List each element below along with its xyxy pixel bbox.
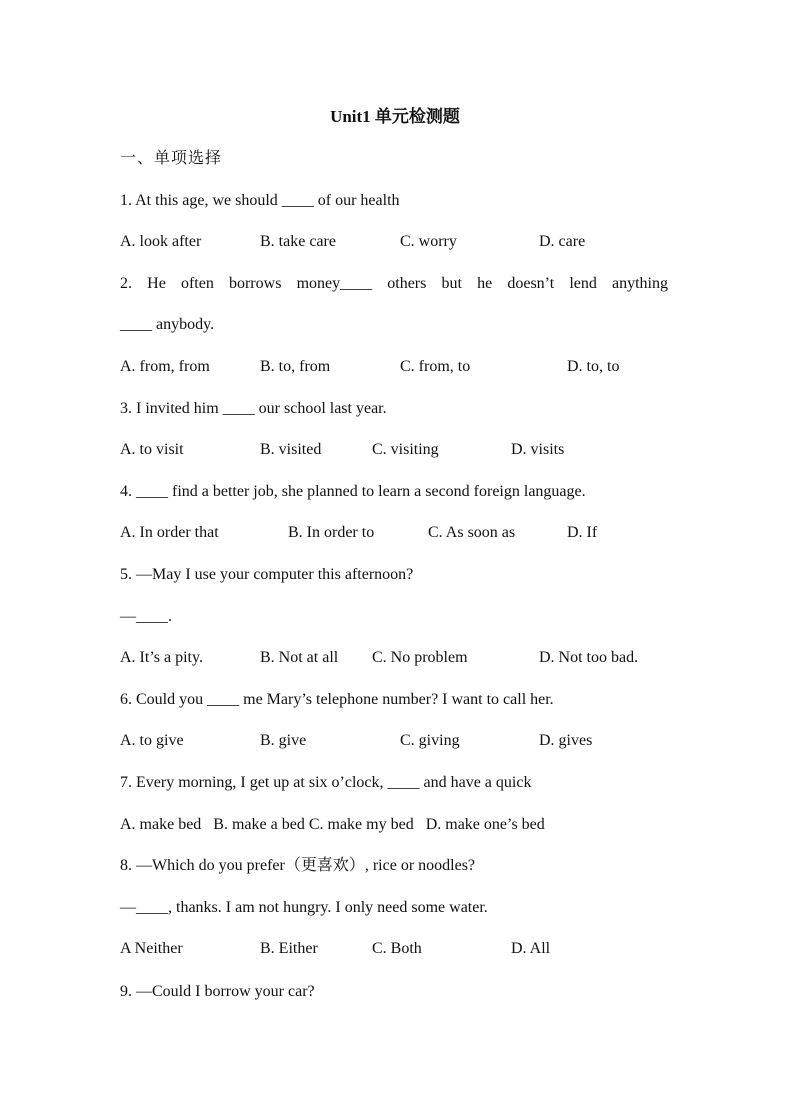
question-3-option-d: D. visits (511, 441, 565, 458)
question-7-stem: 7. Every morning, I get up at six o’clock, ____ and have a quick (120, 774, 532, 791)
question-1-stem: 1. At this age, we should ____ of our health (120, 192, 400, 209)
question-5-option-a: A. It’s a pity. (120, 649, 203, 666)
question-2-stem: 2. He often borrows money____ others but he doesn’t lend anything (120, 275, 668, 292)
question-8-option-a: A Neither (120, 940, 183, 957)
question-6-stem: 6. Could you ____ me Mary’s telephone number? I want to call her. (120, 691, 554, 708)
question-1-option-d: D. care (539, 233, 586, 250)
section-heading: 一、单项选择 (120, 148, 223, 167)
question-5-option-c: C. No problem (372, 649, 468, 666)
question-4-option-b: B. In order to (288, 524, 375, 541)
question-4-option-c: C. As soon as (428, 524, 516, 541)
question-9-stem: 9. —Could I borrow your car? (120, 983, 315, 1000)
question-1-option-a: A. look after (120, 233, 202, 250)
question-2-option-c: C. from, to (400, 358, 471, 375)
question-5-answer-line: —____. (120, 608, 172, 625)
question-7-options: A. make bed B. make a bed C. make my bed D. make one’s bed (120, 816, 545, 833)
question-3-option-a: A. to visit (120, 441, 184, 458)
question-4-stem: 4. ____ find a better job, she planned to learn a second foreign language. (120, 483, 586, 500)
question-5-option-d: D. Not too bad. (539, 649, 639, 666)
question-2-option-a: A. from, from (120, 358, 210, 375)
question-8-option-b: B. Either (260, 940, 318, 957)
page-title: Unit1 单元检测题 (330, 107, 460, 126)
question-3-stem: 3. I invited him ____ our school last year. (120, 400, 387, 417)
question-6-option-d: D. gives (539, 732, 593, 749)
question-6-option-a: A. to give (120, 732, 184, 749)
question-5-option-b: B. Not at all (260, 649, 339, 666)
question-8-option-d: D. All (511, 940, 551, 957)
question-2-option-d: D. to, to (567, 358, 620, 375)
question-2-stem-continued: ____ anybody. (120, 316, 215, 333)
question-4-option-d: D. If (567, 524, 598, 541)
question-5-stem: 5. —May I use your computer this afternoon? (120, 566, 414, 583)
question-1-option-b: B. take care (260, 233, 336, 250)
question-8-answer-line: —____, thanks. I am not hungry. I only need some water. (120, 899, 488, 916)
question-1-option-c: C. worry (400, 233, 457, 250)
question-8-option-c: C. Both (372, 940, 422, 957)
question-8-stem: 8. —Which do you prefer（更喜欢）, rice or noodles? (120, 857, 476, 874)
question-3-option-b: B. visited (260, 441, 322, 458)
question-6-option-c: C. giving (400, 732, 460, 749)
question-3-option-c: C. visiting (372, 441, 439, 458)
question-6-option-b: B. give (260, 732, 307, 749)
question-4-option-a: A. In order that (120, 524, 219, 541)
question-2-option-b: B. to, from (260, 358, 331, 375)
